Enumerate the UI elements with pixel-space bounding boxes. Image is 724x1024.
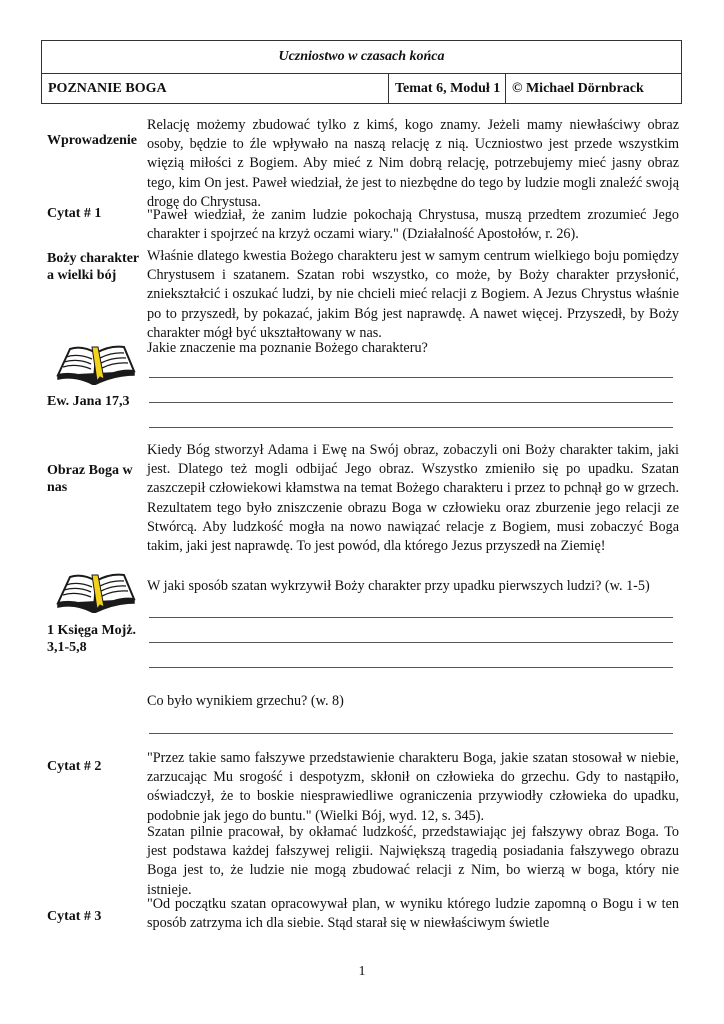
header-row bbox=[41, 73, 682, 104]
document-title: Uczniostwo w czasach końca bbox=[41, 40, 682, 74]
page-number: 1 bbox=[358, 964, 366, 979]
answer-line[interactable] bbox=[149, 402, 673, 403]
answer-line[interactable] bbox=[149, 733, 673, 734]
label-image-of-god: Obraz Boga w nas bbox=[47, 463, 133, 495]
question-1: Jakie znaczenie ma poznanie Bożego charakteru? bbox=[147, 340, 428, 356]
header-author: © Michael Dörnbrack bbox=[512, 80, 644, 96]
label-genesis-3: 1 Księga Mojż. 3,1-5,8 bbox=[47, 623, 137, 655]
header-module: Temat 6, Moduł 1 bbox=[389, 74, 506, 103]
label-quote-1: Cytat # 1 bbox=[47, 206, 102, 221]
answer-line[interactable] bbox=[149, 642, 673, 643]
answer-line[interactable] bbox=[149, 667, 673, 668]
answer-line[interactable] bbox=[149, 617, 673, 618]
label-quote-3: Cytat # 3 bbox=[47, 909, 102, 924]
paragraph-image-of-god: Kiedy Bóg stworzył Adama i Ewę na Swój obraz, zobaczyli oni Boży charakter takim, jaki jest. Dlatego też mogli odbijać Jego obraz. Wszystko zmieniło się po upadku. Szatan zaszczepił człowiekowi kłamstwa na temat Bożego charakteru i przez to pchnął go w grzech. Rezultatem tego było zniszczenie obrazu Boga w człowieku oraz zburzenie jego relacji ze Stwórcą. Aby ludzkość mogła na nowo nawiązać relacje z Bogiem, musi zobaczyć Boga takim, jaki jest naprawdę. To jest powód, dla którego Jezus przyszedł na Ziemię! bbox=[147, 442, 679, 555]
label-quote-2: Cytat # 2 bbox=[47, 759, 102, 774]
question-3: Co było wynikiem grzechu? (w. 8) bbox=[147, 693, 344, 709]
header-topic: POZNANIE BOGA bbox=[42, 74, 389, 103]
open-bible-icon bbox=[56, 569, 136, 613]
label-john-17-3: Ew. Jana 17,3 bbox=[47, 394, 130, 409]
paragraph-false-image: Szatan pilnie pracował, by okłamać ludzkość, przedstawiając jej fałszywy obraz Boga. To jest podstawa każdej fałszywej religii. Największą tragedią posiadania fałszywego obrazu Boga jest to, że ludzie nie mogą zbudować relacji z Nim, bo wierzą w boga, który nie istnieje. bbox=[147, 824, 679, 898]
question-2: W jaki sposób szatan wykrzywił Boży charakter przy upadku pierwszych ludzi? (w. 1-5) bbox=[147, 578, 650, 594]
paragraph-quote-1: "Paweł wiedział, że zanim ludzie pokochają Chrystusa, muszą przedtem zrozumieć Jego charakter i spojrzeć na krzyż oczami wiary." (Działalność Apostołów, r. 26). bbox=[147, 207, 679, 243]
paragraph-introduction: Relację możemy zbudować tylko z kimś, kogo znamy. Jeżeli mamy niewłaściwy obraz osoby, będzie to źle wpływało na naszą relację z nią. Uczniostwo jest przede wszystkim więzią miłości z Bogiem. Aby mieć z Nim dobrą relację, potrzebujemy mieć jasny obraz tego, kim On jest. Paweł wiedział, że jest to niezbędne do tego by ludzie mogli znaleźć swoją drogę do Chrystusa. bbox=[147, 117, 679, 210]
label-introduction: Wprowadzenie bbox=[47, 133, 137, 148]
answer-line[interactable] bbox=[149, 427, 673, 428]
label-character-great-controversy: Boży charakter a wielki bój bbox=[47, 251, 139, 283]
open-bible-icon bbox=[56, 341, 136, 385]
paragraph-character: Właśnie dlatego kwestia Bożego charakteru jest w samym centrum wielkiego boju pomiędzy Chrystusem i szatanem. Szatan robi wszystko, co może, by Boży charakter przysłonić, zniekształcić i oszukać ludzi, by nie chcieli mieć relacji z Bogiem. A Jezus Chrystus właśnie po to przyszedł, by pokazać, jakim Bóg jest naprawdę. A nawet więcej. Przyszedł, by Boży charakter mógł być ukształtowany w nas. bbox=[147, 248, 679, 341]
answer-line[interactable] bbox=[149, 377, 673, 378]
paragraph-quote-2: "Przez takie samo fałszywe przedstawienie charakteru Boga, jakie szatan stosował w niebie, zarzucając Mu srogość i despotyzm, skłonił on człowieka do grzechu. Gdy to nastąpiło, oświadczył, że to boskie niesprawiedliwe ograniczenia przywiodły człowieka do upadku, podobnie jak jego do buntu." (Wielki Bój, wyd. 12, s. 345). bbox=[147, 750, 679, 824]
paragraph-quote-3: "Od początku szatan opracowywał plan, w wyniku którego ludzie zapomną o Bogu i w ten sposób zatrzyma ich dla siebie. Stąd starał się w niewłaściwym świetle bbox=[147, 896, 679, 932]
